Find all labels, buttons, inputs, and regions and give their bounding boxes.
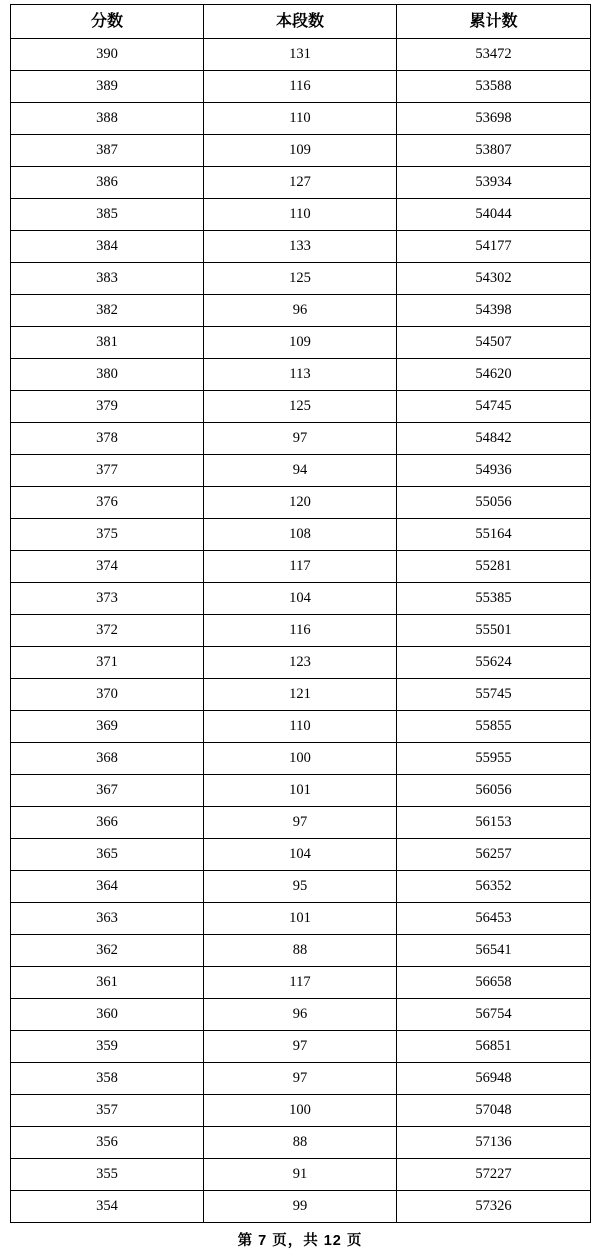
cell-score: 382 [11,295,204,327]
table-row [11,647,591,679]
cell-segment-count: 104 [204,583,397,615]
cell-score: 377 [11,455,204,487]
cell-cumulative-count: 56658 [397,967,591,999]
cell-cumulative-count: 56541 [397,935,591,967]
table-row [11,103,591,135]
cell-segment-count: 131 [204,39,397,71]
cell-score: 368 [11,743,204,775]
cell-segment-count: 133 [204,231,397,263]
cell-score: 364 [11,871,204,903]
cell-score: 372 [11,615,204,647]
table-row [11,167,591,199]
cell-cumulative-count: 54302 [397,263,591,295]
cell-cumulative-count: 55164 [397,519,591,551]
cell-segment-count: 113 [204,359,397,391]
cell-segment-count: 121 [204,679,397,711]
table-row [11,391,591,423]
cell-score: 376 [11,487,204,519]
cell-segment-count: 88 [204,1127,397,1159]
table-row [11,423,591,455]
cell-score: 366 [11,807,204,839]
table-row [11,935,591,967]
cell-score: 367 [11,775,204,807]
table-row [11,359,591,391]
cell-score: 388 [11,103,204,135]
cell-segment-count: 109 [204,327,397,359]
table-row [11,967,591,999]
table-row [11,551,591,583]
cell-cumulative-count: 54398 [397,295,591,327]
cell-cumulative-count: 54620 [397,359,591,391]
score-distribution-table [10,4,591,1223]
table-row [11,903,591,935]
cell-segment-count: 116 [204,71,397,103]
cell-score: 385 [11,199,204,231]
cell-cumulative-count: 53472 [397,39,591,71]
cell-score: 355 [11,1159,204,1191]
table-body [11,39,591,1223]
column-header-score: 分数 [11,5,204,39]
cell-segment-count: 125 [204,391,397,423]
table-header-row [11,5,591,39]
cell-segment-count: 104 [204,839,397,871]
table-row [11,615,591,647]
cell-segment-count: 117 [204,551,397,583]
column-header-segment-count: 本段数 [204,5,397,39]
cell-segment-count: 91 [204,1159,397,1191]
table-header [11,5,591,39]
table-row [11,807,591,839]
cell-cumulative-count: 57227 [397,1159,591,1191]
cell-cumulative-count: 56948 [397,1063,591,1095]
cell-segment-count: 110 [204,711,397,743]
cell-score: 357 [11,1095,204,1127]
cell-cumulative-count: 55385 [397,583,591,615]
cell-score: 370 [11,679,204,711]
table-row [11,39,591,71]
cell-segment-count: 97 [204,1031,397,1063]
cell-score: 387 [11,135,204,167]
table-row [11,1127,591,1159]
table-row [11,711,591,743]
cell-cumulative-count: 56453 [397,903,591,935]
table-row [11,455,591,487]
cell-cumulative-count: 54044 [397,199,591,231]
cell-segment-count: 110 [204,199,397,231]
table-row [11,1031,591,1063]
cell-segment-count: 101 [204,903,397,935]
cell-score: 379 [11,391,204,423]
cell-cumulative-count: 55955 [397,743,591,775]
cell-cumulative-count: 54936 [397,455,591,487]
cell-score: 356 [11,1127,204,1159]
cell-score: 363 [11,903,204,935]
cell-segment-count: 110 [204,103,397,135]
table-row [11,295,591,327]
cell-score: 389 [11,71,204,103]
cell-segment-count: 120 [204,487,397,519]
cell-segment-count: 94 [204,455,397,487]
cell-segment-count: 97 [204,807,397,839]
cell-cumulative-count: 54842 [397,423,591,455]
cell-segment-count: 96 [204,999,397,1031]
cell-cumulative-count: 55745 [397,679,591,711]
column-header-cumulative-count: 累计数 [397,5,591,39]
cell-cumulative-count: 56153 [397,807,591,839]
cell-score: 369 [11,711,204,743]
cell-segment-count: 108 [204,519,397,551]
cell-segment-count: 116 [204,615,397,647]
cell-score: 375 [11,519,204,551]
cell-cumulative-count: 53807 [397,135,591,167]
cell-cumulative-count: 55501 [397,615,591,647]
table-row [11,1159,591,1191]
cell-score: 380 [11,359,204,391]
cell-score: 365 [11,839,204,871]
table-row [11,231,591,263]
cell-cumulative-count: 55624 [397,647,591,679]
cell-score: 371 [11,647,204,679]
cell-cumulative-count: 57048 [397,1095,591,1127]
table-row [11,839,591,871]
cell-segment-count: 125 [204,263,397,295]
cell-segment-count: 97 [204,1063,397,1095]
cell-segment-count: 100 [204,743,397,775]
cell-cumulative-count: 57326 [397,1191,591,1223]
cell-score: 359 [11,1031,204,1063]
cell-segment-count: 109 [204,135,397,167]
table-row [11,583,591,615]
cell-cumulative-count: 54745 [397,391,591,423]
cell-cumulative-count: 53698 [397,103,591,135]
cell-cumulative-count: 57136 [397,1127,591,1159]
cell-score: 378 [11,423,204,455]
cell-score: 360 [11,999,204,1031]
cell-segment-count: 95 [204,871,397,903]
cell-score: 386 [11,167,204,199]
cell-segment-count: 97 [204,423,397,455]
table-row [11,71,591,103]
table-row [11,871,591,903]
cell-score: 390 [11,39,204,71]
cell-score: 362 [11,935,204,967]
table-row [11,775,591,807]
cell-cumulative-count: 53934 [397,167,591,199]
table-row [11,199,591,231]
table-row [11,487,591,519]
cell-segment-count: 127 [204,167,397,199]
page-footer: 第 7 页，共 12 页 [237,1233,363,1249]
cell-cumulative-count: 56056 [397,775,591,807]
table-row [11,519,591,551]
cell-cumulative-count: 54507 [397,327,591,359]
cell-cumulative-count: 56352 [397,871,591,903]
cell-cumulative-count: 55855 [397,711,591,743]
cell-score: 374 [11,551,204,583]
cell-segment-count: 101 [204,775,397,807]
cell-cumulative-count: 56851 [397,1031,591,1063]
table-row [11,1063,591,1095]
table-row [11,135,591,167]
cell-segment-count: 123 [204,647,397,679]
table-row [11,1095,591,1127]
table-row [11,1191,591,1223]
cell-score: 381 [11,327,204,359]
table-row [11,327,591,359]
cell-score: 373 [11,583,204,615]
table-row [11,999,591,1031]
cell-segment-count: 88 [204,935,397,967]
cell-segment-count: 96 [204,295,397,327]
cell-cumulative-count: 55281 [397,551,591,583]
cell-score: 358 [11,1063,204,1095]
table-row [11,679,591,711]
cell-cumulative-count: 56257 [397,839,591,871]
cell-segment-count: 117 [204,967,397,999]
cell-cumulative-count: 56754 [397,999,591,1031]
cell-score: 384 [11,231,204,263]
cell-cumulative-count: 53588 [397,71,591,103]
cell-cumulative-count: 55056 [397,487,591,519]
cell-segment-count: 100 [204,1095,397,1127]
table-row [11,263,591,295]
cell-score: 361 [11,967,204,999]
cell-score: 354 [11,1191,204,1223]
cell-score: 383 [11,263,204,295]
cell-cumulative-count: 54177 [397,231,591,263]
cell-segment-count: 99 [204,1191,397,1223]
document-page [0,4,600,1257]
table-row [11,743,591,775]
